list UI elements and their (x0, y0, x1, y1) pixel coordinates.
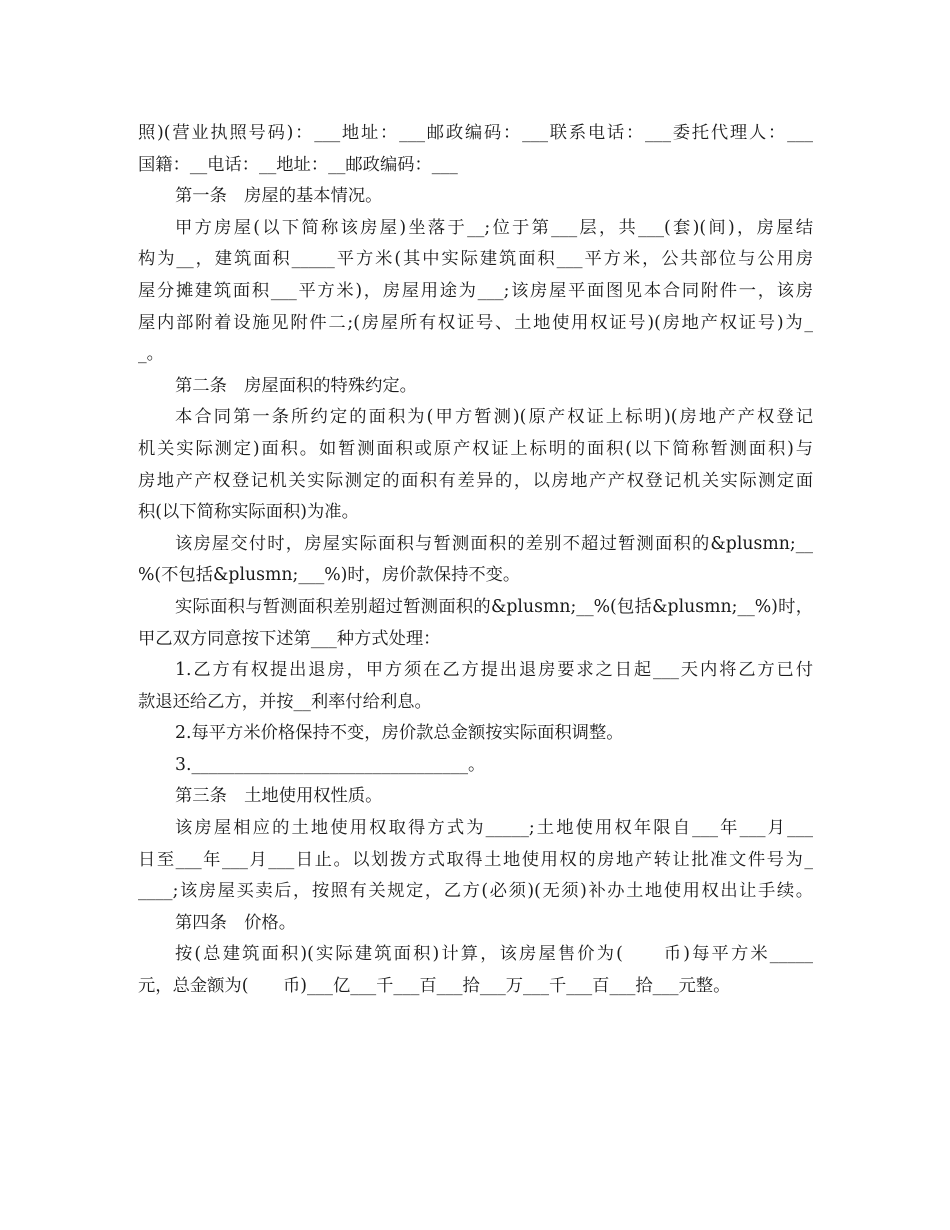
text-line: %(不包括&plusmn;___%)时，房价款保持不变。 (138, 565, 521, 586)
text-line: 第二条 房屋面积的特殊约定。 (175, 375, 417, 396)
text-line: 2.每平方米价格保持不变，房价款总金额按实际面积调整。 (175, 723, 624, 744)
text-line: 第四条 价格。 (175, 912, 296, 933)
text-line: 甲乙双方同意按下述第___种方式处理： (138, 628, 441, 649)
text-line: 国籍：__电话：__地址：__邮政编码：___ (138, 154, 458, 175)
document-page (138, 118, 813, 1003)
text-line: 元，总金额为( 币)___亿___千___百___拾___万___千___百___拾___元整。 (138, 976, 731, 997)
text-line: 第一条 房屋的基本情况。 (175, 186, 383, 207)
text-line: ____;该房屋买卖后，按照有关规定，乙方(必须)(无须)补办土地使用权出让手续。 (138, 881, 813, 902)
text-line: 机关实际测定)面积。如暂测面积或原产权证上标明的面积(以下简称暂测面积)与 (138, 438, 813, 459)
text-line: _。 (138, 344, 164, 365)
text-line: 按(总建筑面积)(实际建筑面积)计算，该房屋售价为( 币)每平方米_____ (175, 944, 813, 965)
text-line: 屋分摊建筑面积___平方米)，房屋用途为___;该房屋平面图见本合同附件一，该房 (138, 280, 813, 301)
text-line: 该房屋相应的土地使用权取得方式为_____;土地使用权年限自___年___月___ (175, 818, 813, 839)
text-line: 款退还给乙方，并按__利率付给利息。 (138, 691, 432, 712)
text-line: 本合同第一条所约定的面积为(甲方暂测)(原产权证上标明)(房地产产权登记 (175, 407, 813, 428)
text-line: 3.________________________________。 (175, 754, 486, 775)
text-line: 日至___年___月___日止。以划拨方式取得土地使用权的房地产转让批准文件号为_ (138, 849, 813, 870)
text-line: 甲方房屋(以下简称该房屋)坐落于__;位于第___层，共___(套)(间)，房屋结 (175, 217, 813, 238)
document-body (138, 118, 813, 1003)
text-line: 积(以下简称实际面积)为准。 (138, 502, 359, 523)
text-line: 第三条 土地使用权性质。 (175, 786, 383, 807)
text-line: 1.乙方有权提出退房，甲方须在乙方提出退房要求之日起___天内将乙方已付 (175, 660, 813, 681)
text-line: 该房屋交付时，房屋实际面积与暂测面积的差别不超过暂测面积的&plusmn;__ (175, 533, 813, 554)
text-line: 构为__，建筑面积_____平方米(其中实际建筑面积___平方米，公共部位与公用房 (138, 249, 813, 270)
text-line: 实际面积与暂测面积差别超过暂测面积的&plusmn;__%(包括&plusmn;__%)时， (175, 596, 813, 617)
text-line: 房地产产权登记机关实际测定的面积有差异的，以房地产产权登记机关实际测定面 (138, 470, 813, 491)
text-line: 照)(营业执照号码)：___地址：___邮政编码：___联系电话：___委托代理人：___ (138, 123, 813, 143)
text-line: 屋内部附着设施见附件二;(房屋所有权证号、土地使用权证号)(房地产权证号)为_ (138, 312, 813, 333)
